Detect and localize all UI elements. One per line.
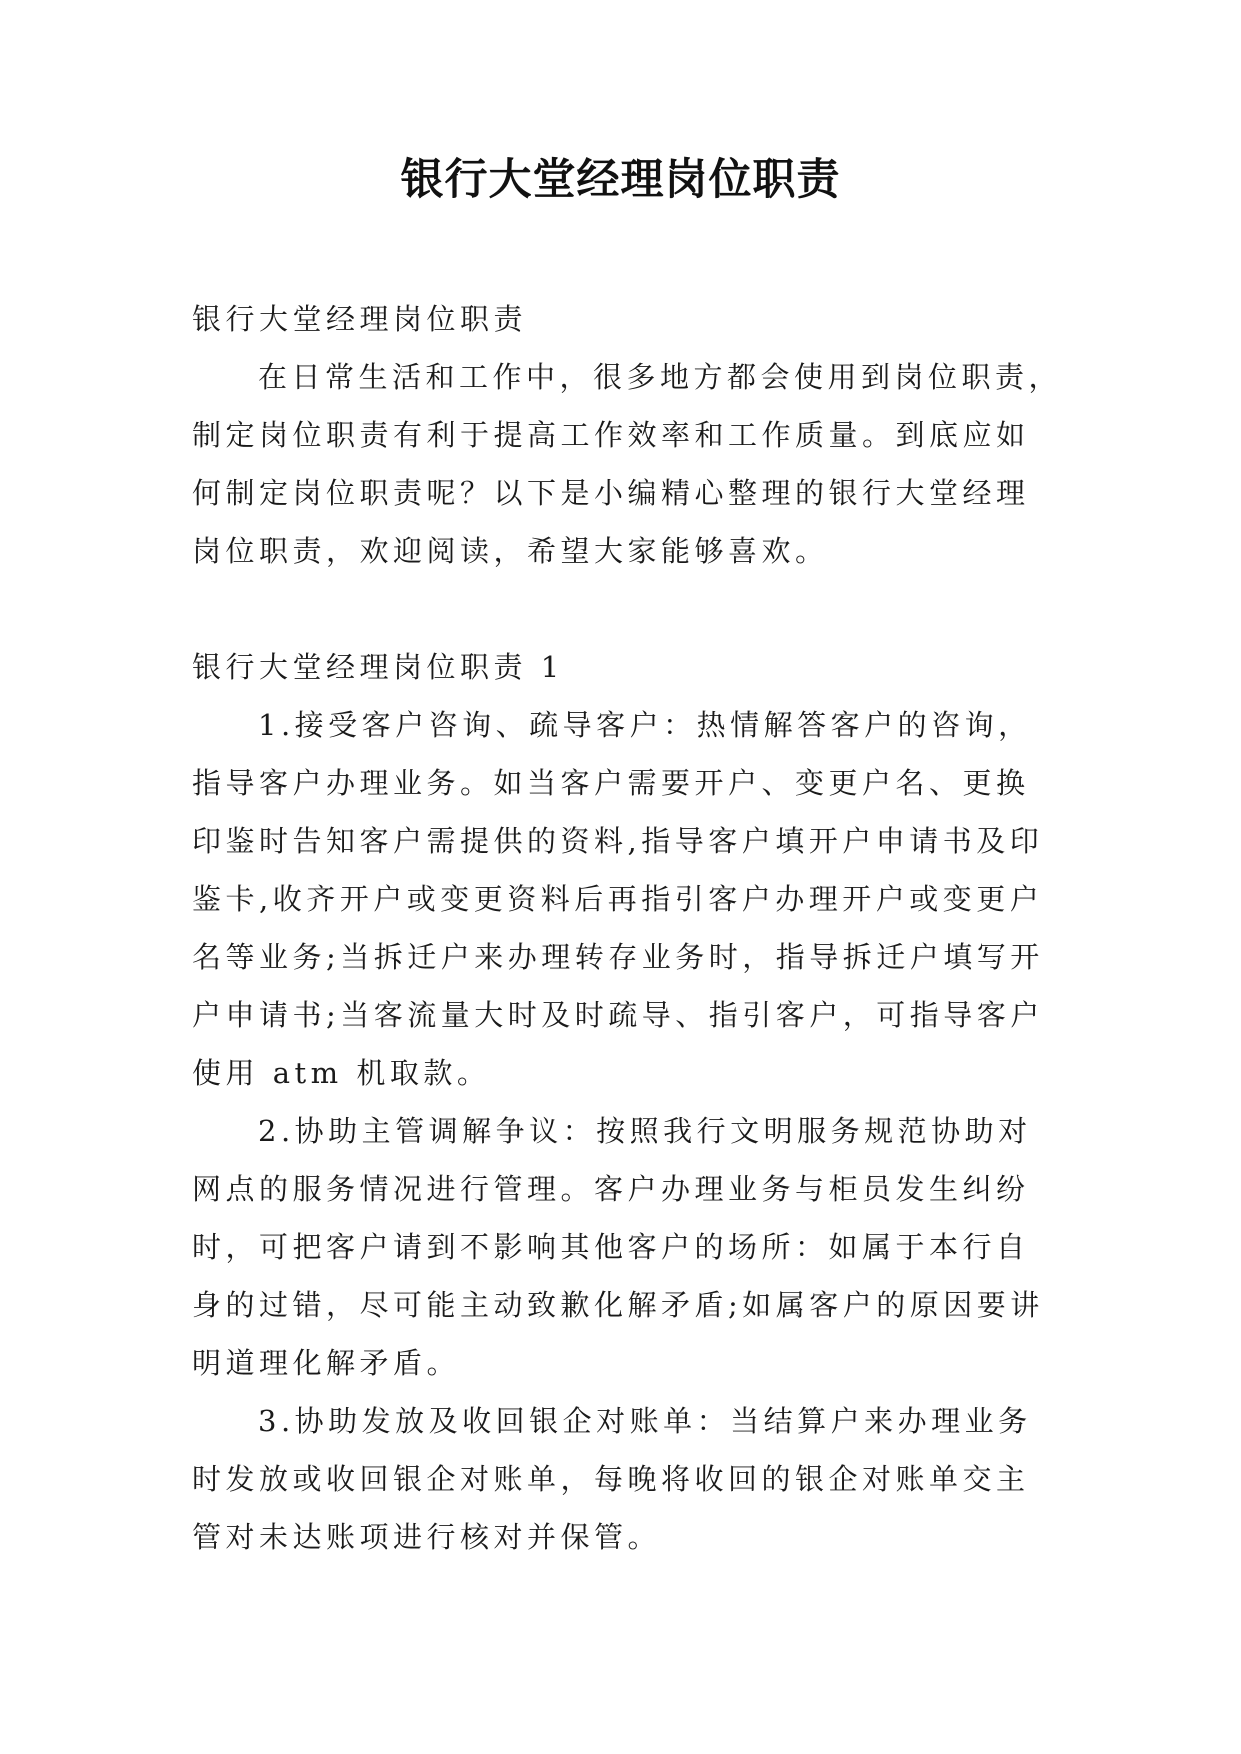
duty-item-1: 1.接受客户咨询、疏导客户：热情解答客户的咨询，指导客户办理业务。如当客户需要开户、变更户名、更换印鉴时告知客户需提供的资料,指导客户填开户申请书及印鉴卡,收齐开户或变更资料后再指引客户办理开户或变更户名等业务;当拆迁户来办理转存业务时，指导拆迁户填写开户申请书;当客流量大时及时疏导、指引客户，可指导客户使用 atm 机取款。 (192, 708, 1044, 1090)
page-title: 银行大堂经理岗位职责 (400, 155, 841, 205)
section-heading: 银行大堂经理岗位职责 1 (192, 650, 564, 684)
duty-item-3: 3.协助发放及收回银企对账单：当结算户来办理业务时发放或收回银企对账单，每晚将收回的银企对账单交主管对未达账项进行核对并保管。 (192, 1404, 1032, 1554)
intro-paragraph: 在日常生活和工作中，很多地方都会使用到岗位职责，制定岗位职责有利于提高工作效率和工作质量。到底应如何制定岗位职责呢？以下是小编精心整理的银行大堂经理岗位职责，欢迎阅读，希望大家能够喜欢。 (192, 360, 1063, 568)
subtitle: 银行大堂经理岗位职责 (192, 302, 528, 336)
paragraph-spacer (192, 580, 1062, 638)
duty-item-2: 2.协助主管调解争议：按照我行文明服务规范协助对网点的服务情况进行管理。客户办理业务与柜员发生纠纷时，可把客户请到不影响其他客户的场所：如属于本行自身的过错，尽可能主动致歉化解矛盾;如属客户的原因要讲明道理化解矛盾。 (192, 1114, 1044, 1380)
document-body (192, 290, 1062, 1566)
